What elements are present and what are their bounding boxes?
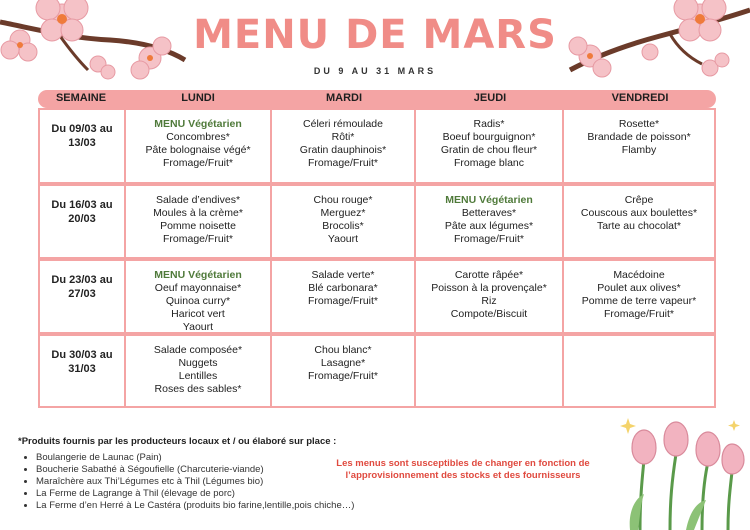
dish-item: Brandade de poisson*	[587, 131, 691, 143]
dish-item: Pomme de terre vapeur*	[581, 295, 697, 307]
table-row	[38, 336, 716, 406]
header-mardi: MARDI	[325, 92, 363, 104]
dish-item: Lasagne*	[320, 357, 366, 369]
dish-item: Brocolis*	[322, 220, 364, 232]
menu-cell-lundi	[126, 110, 270, 182]
menu-cell-jeudi	[416, 261, 562, 332]
dish-item: Fromage/Fruit*	[162, 157, 234, 169]
dish-item: Flamby	[621, 144, 657, 156]
dish-item: Roses des sables*	[154, 383, 242, 395]
tulip-flowers-illustration	[610, 410, 750, 530]
dish-item: Poisson à la provençale*	[431, 282, 547, 294]
dish-item: Tarte au chocolat*	[596, 220, 682, 232]
dish-item: Macédoine	[613, 269, 665, 281]
dish-item: Fromage/Fruit*	[307, 370, 379, 382]
producer-item: • Boucherie Sabathé à Ségoufielle (Charcuterie-viande)	[36, 464, 354, 476]
page-title: MENU DE MARS	[193, 12, 557, 58]
dish-item: Pomme noisette	[160, 220, 236, 232]
dish-item: Fromage/Fruit*	[603, 308, 675, 320]
week-label: Du 30/03 au 31/03	[40, 336, 124, 406]
dish-item: Pâte aux légumes*	[444, 220, 534, 232]
dish-item: Haricot vert	[171, 308, 225, 320]
menu-cell-mardi	[272, 110, 414, 182]
vegetarian-label: MENU Végétarien	[445, 194, 533, 206]
dish-item: Merguez*	[320, 207, 366, 219]
dish-item: Concombres*	[166, 131, 230, 143]
dish-item: Rôti*	[331, 131, 355, 143]
footnote-title: *Produits fournis par les producteurs locaux et / ou élaboré sur place :	[18, 436, 337, 447]
header-lundi: LUNDI	[181, 92, 215, 104]
dish-item: Betteraves*	[461, 207, 517, 219]
dish-item: Fromage/Fruit*	[162, 233, 234, 245]
week-label: Du 23/03 au 27/03	[40, 261, 124, 332]
dish-item: Carotte râpée*	[454, 269, 524, 281]
dish-item: Yaourt	[182, 321, 214, 333]
table-header	[38, 90, 716, 108]
dish-item: Gratin dauphinois*	[299, 144, 387, 156]
dish-item: Fromage blanc	[453, 157, 525, 169]
header-vendredi: VENDREDI	[611, 92, 669, 104]
dish-item: Fromage/Fruit*	[453, 233, 525, 245]
menu-cell-jeudi	[416, 110, 562, 182]
dish-item: Blé carbonara*	[308, 282, 378, 294]
header-semaine: SEMAINE	[55, 92, 107, 104]
dish-item: Nuggets	[178, 357, 218, 369]
producer-item: • Maraîchère aux Thi’Légumes etc à Thil (Légumes bio)	[36, 476, 354, 488]
dish-item: Chou rouge*	[313, 194, 373, 206]
menu-cell-lundi	[126, 186, 270, 257]
week-label: Du 09/03 au 13/03	[40, 110, 124, 182]
menu-cell-vendredi	[564, 110, 714, 182]
dish-item: Pâte bolognaise végé*	[145, 144, 251, 156]
vegetarian-label: MENU Végétarien	[154, 269, 242, 281]
dish-item: Riz	[481, 295, 497, 307]
menu-cell-vendredi	[564, 186, 714, 257]
dish-item: Lentilles	[178, 370, 218, 382]
table-row	[38, 261, 716, 332]
menu-cell-vendredi	[564, 336, 714, 406]
menu-cell-jeudi	[416, 186, 562, 257]
table-row	[38, 110, 716, 182]
menu-cell-lundi	[126, 261, 270, 332]
week-label: Du 16/03 au 20/03	[40, 186, 124, 257]
dish-item: Compote/Biscuit	[450, 308, 528, 320]
dish-item: Fromage/Fruit*	[307, 295, 379, 307]
dish-item: Rosette*	[618, 118, 660, 130]
menu-change-notice: Les menus sont susceptibles de changer en fonction de l’approvisionnement des stocks et des fournisseurs	[336, 458, 590, 481]
dish-item: Oeuf mayonnaise*	[154, 282, 242, 294]
dish-item: Céleri rémoulade	[303, 118, 383, 130]
producer-item: • La Ferme de Lagrange à Thil (élevage de porc)	[36, 488, 354, 500]
dish-item: Fromage/Fruit*	[307, 157, 379, 169]
producer-list	[22, 452, 354, 512]
dish-item: Salade verte*	[311, 269, 375, 281]
dish-item: Crêpe	[624, 194, 654, 206]
menu-cell-jeudi	[416, 336, 562, 406]
dish-item: Poulet aux olives*	[597, 282, 681, 294]
menu-cell-mardi	[272, 336, 414, 406]
dish-item: Salade d’endives*	[155, 194, 241, 206]
menu-cell-vendredi	[564, 261, 714, 332]
dish-item: Boeuf bourguignon*	[442, 131, 536, 143]
dish-item: Radis*	[473, 118, 505, 130]
menu-cell-mardi	[272, 261, 414, 332]
menu-cell-lundi	[126, 336, 270, 406]
dish-item: Chou blanc*	[314, 344, 372, 356]
dish-item: Gratin de chou fleur*	[440, 144, 538, 156]
dish-item: Moules à la crème*	[153, 207, 243, 219]
table-row	[38, 186, 716, 257]
header-jeudi: JEUDI	[473, 92, 507, 104]
menu-table	[38, 90, 716, 408]
menu-cell-mardi	[272, 186, 414, 257]
dish-item: Quinoa curry*	[165, 295, 231, 307]
dish-item: Yaourt	[327, 233, 359, 245]
producer-item: • La Ferme d’en Herré à Le Castéra (produits bio farine,lentille,pois chiche…)	[36, 500, 354, 512]
dish-item: Couscous aux boulettes*	[580, 207, 698, 219]
date-range-subtitle: DU 9 AU 31 MARS	[313, 66, 437, 76]
vegetarian-label: MENU Végétarien	[154, 118, 242, 130]
producer-item: • Boulangerie de Launac (Pain)	[36, 452, 354, 464]
dish-item: Salade composée*	[153, 344, 243, 356]
